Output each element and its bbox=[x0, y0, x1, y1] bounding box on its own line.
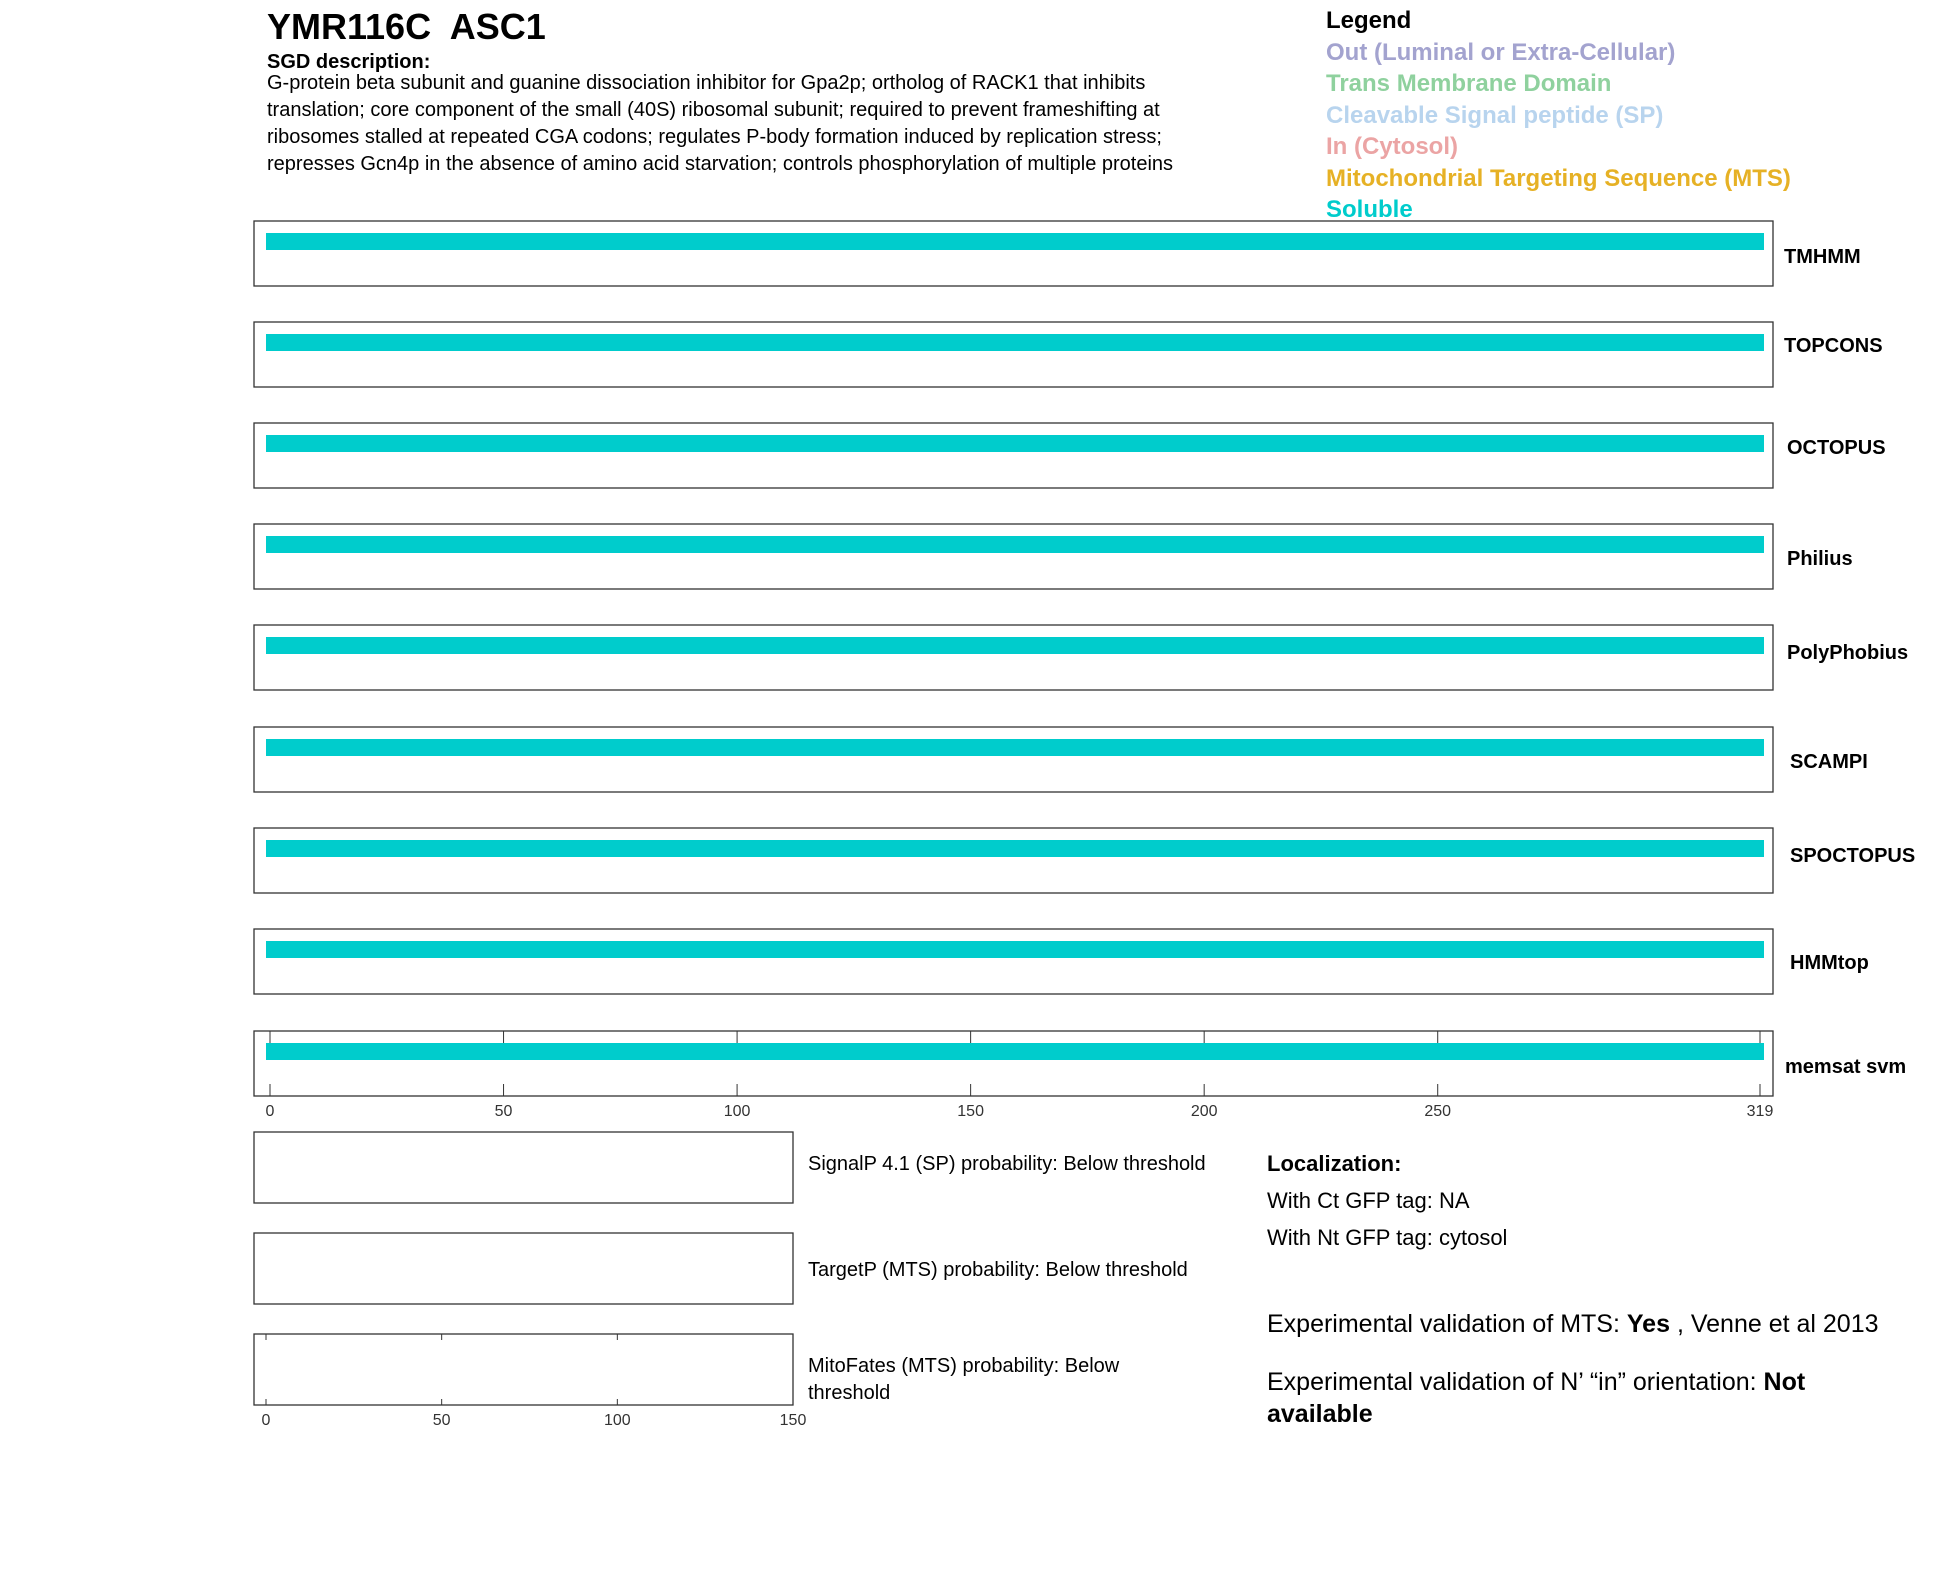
track-box bbox=[254, 625, 1773, 690]
track-segment bbox=[266, 536, 1764, 553]
signalp-label: SignalP 4.1 (SP) probability: Below threshold bbox=[808, 1153, 1206, 1175]
mts-validation-suffix: , Venne et al 2013 bbox=[1670, 1310, 1879, 1338]
x-tick-label: 200 bbox=[1190, 1103, 1218, 1120]
legend-item-out: Out (Luminal or Extra-Cellular) bbox=[1326, 38, 1676, 66]
track-box bbox=[254, 727, 1773, 792]
track-label: Philius bbox=[1787, 548, 1853, 570]
probability-panel bbox=[254, 1233, 793, 1304]
localization-heading: Localization: bbox=[1267, 1151, 1402, 1176]
track-label: TOPCONS bbox=[1784, 335, 1883, 357]
x-tick-label: 100 bbox=[723, 1103, 751, 1120]
prob-x-tick-label: 100 bbox=[603, 1412, 631, 1429]
track-segment bbox=[266, 1043, 1764, 1060]
legend-item-in: In (Cytosol) bbox=[1326, 133, 1458, 160]
track-segment bbox=[266, 941, 1764, 958]
prob-x-tick-label: 150 bbox=[779, 1412, 807, 1429]
probability-panel bbox=[254, 1132, 793, 1203]
track-label: TMHMM bbox=[1784, 246, 1861, 268]
track-box bbox=[254, 929, 1773, 994]
orientation-validation-value: Not available bbox=[1267, 1368, 1806, 1428]
prob-x-tick-label: 50 bbox=[432, 1412, 451, 1429]
mts-validation-prefix: Experimental validation of MTS: bbox=[1267, 1310, 1627, 1338]
track-label: SPOCTOPUS bbox=[1790, 845, 1916, 867]
track-box bbox=[254, 828, 1773, 893]
localization-nt: With Nt GFP tag: cytosol bbox=[1267, 1225, 1508, 1250]
track-segment bbox=[266, 637, 1764, 654]
track-box bbox=[254, 423, 1773, 488]
track-segment bbox=[266, 334, 1764, 351]
description-heading: SGD description: bbox=[267, 51, 431, 73]
track-box bbox=[254, 322, 1773, 387]
localization-ct: With Ct GFP tag: NA bbox=[1267, 1188, 1470, 1213]
orientation-validation-prefix: Experimental validation of N’ “in” orientation: bbox=[1267, 1368, 1764, 1396]
orientation-validation bbox=[1267, 1366, 1867, 1430]
track-label: memsat svm bbox=[1785, 1056, 1907, 1078]
legend-item-tm: Trans Membrane Domain bbox=[1326, 70, 1612, 97]
probability-panel bbox=[254, 1334, 793, 1405]
track-box bbox=[254, 524, 1773, 589]
track-label: HMMtop bbox=[1790, 952, 1869, 974]
targetp-label: TargetP (MTS) probability: Below threshold bbox=[808, 1259, 1188, 1281]
gene-title: YMR116C ASC1 bbox=[267, 6, 546, 47]
description-text: G-protein beta subunit and guanine dissociation inhibitor for Gpa2p; ortholog of RACK1 that inhibits translation; core component of the small (40S) ribosomal subunit; required to prevent frameshifting at ribosomes stalled at repeated CGA codons; regulates P-body formation induced by replication stress; represses Gcn4p in the absence of amino acid starvation; controls phosphorylation of multiple proteins bbox=[267, 72, 1174, 175]
track-label: PolyPhobius bbox=[1787, 642, 1909, 664]
prob-x-tick-label: 0 bbox=[261, 1412, 271, 1429]
track-label: SCAMPI bbox=[1790, 751, 1868, 773]
legend-item-soluble: Soluble bbox=[1326, 196, 1413, 223]
track-box bbox=[254, 221, 1773, 286]
mts-validation-value: Yes bbox=[1626, 1310, 1670, 1338]
x-tick-label: 150 bbox=[957, 1103, 984, 1120]
track-label: OCTOPUS bbox=[1787, 437, 1886, 459]
legend-item-mts: Mitochondrial Targeting Sequence (MTS) bbox=[1326, 164, 1791, 192]
legend-item-sp: Cleavable Signal peptide (SP) bbox=[1326, 101, 1664, 129]
track-segment bbox=[266, 739, 1764, 756]
track-segment bbox=[266, 840, 1764, 857]
mts-validation bbox=[1267, 1308, 1879, 1340]
x-tick-label: 50 bbox=[494, 1103, 513, 1120]
x-tick-label: 250 bbox=[1424, 1103, 1452, 1120]
x-tick-label: 319 bbox=[1746, 1103, 1774, 1120]
track-segment bbox=[266, 435, 1764, 452]
track-box bbox=[254, 1031, 1773, 1096]
mitofates-label: MitoFates (MTS) probability: Below threshold bbox=[808, 1355, 1120, 1404]
track-segment bbox=[266, 233, 1764, 250]
x-tick-label: 0 bbox=[265, 1103, 275, 1120]
legend-title: Legend bbox=[1326, 7, 1412, 34]
